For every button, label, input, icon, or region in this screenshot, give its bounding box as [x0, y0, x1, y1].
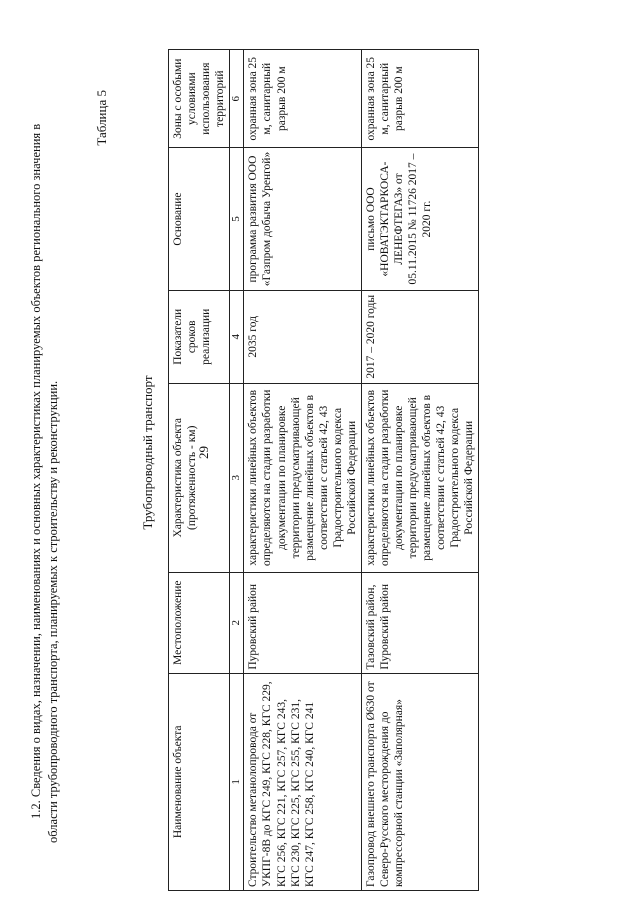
header-name: Наименование объекта: [169, 673, 230, 890]
header-basis: Основание: [169, 148, 230, 290]
column-number: 6: [230, 50, 244, 148]
intro-paragraph: [28, 33, 62, 843]
column-number: 4: [230, 290, 244, 383]
table-header-row: [169, 50, 230, 891]
object-zones: охранная зона 25 м, санитарный разрыв 200 м: [361, 50, 478, 148]
object-name: Газопровод внешнего транспорта Ø630 от Северо-Русского месторождения до компрессорной станции «Заполярная»: [361, 673, 478, 890]
table-title: Трубопроводный транспорт: [140, 375, 155, 530]
object-period: 2035 год: [244, 290, 361, 383]
header-location: Местоположение: [169, 572, 230, 673]
intro-line-1: 1.2. Сведения о видах, назначении, наименованиях и основных характеристиках планируемых объектов регионального значения в: [29, 123, 43, 819]
column-numbers-row: [230, 50, 244, 891]
column-number: 3: [230, 383, 244, 572]
column-number: 2: [230, 572, 244, 673]
table-row: [361, 50, 478, 891]
object-characteristic: характеристики линейных объектов определяются на стадии разработки документации по планировке территории предусматривающей размещение линейных объектов в соответствии с статьей 42, 43 Градостроительного кодекса Российской Федерации: [361, 383, 478, 572]
object-location: Тазовский район, Пуровский район: [361, 572, 478, 673]
object-basis: письмо ООО «НОВАТЭКТАРКОСА-ЛЕНЕФТЕГАЗ» от 05.11.2015 № 11726 2017 – 2020 гг.: [361, 148, 478, 290]
intro-line-2: области трубопроводного транспорта, планируемых к строительству и реконструкции.: [45, 380, 60, 843]
object-period: 2017 – 2020 годы: [361, 290, 478, 383]
header-characteristic: Характеристика объекта (протяженность - км): [169, 383, 230, 572]
header-zones: Зоны с особыми условиями использования территорий: [169, 50, 230, 148]
object-name: Строительство метанолопровода от УКПГ-8В до КГС 249, КГС 228, КГС 229, КГС 256, КГС 221, КГС 257, КГС 243, КГС 230, КГС 225, КГС 255, КГС 231, КГС 247, КГС 258, КГС 240, КГС 241: [244, 673, 361, 890]
header-period: Показатели сроков реализации: [169, 290, 230, 383]
object-basis: программа развития ООО «Газпром добыча Уренгой»: [244, 148, 361, 290]
table-caption: Таблица 5: [94, 90, 109, 146]
column-number: 5: [230, 148, 244, 290]
object-zones: охранная зона 25 м, санитарный разрыв 200 м: [244, 50, 361, 148]
object-location: Пуровский район: [244, 572, 361, 673]
object-characteristic: характеристики линейных объектов определяются на стадии разработки документации по планировке территории предусматривающей размещение линейных объектов в соответствии с статьей 42, 43 Градостроительного кодекса Российской Федерации: [244, 383, 361, 572]
pipeline-table: [168, 49, 479, 891]
page-number: 29: [196, 446, 211, 459]
column-number: 1: [230, 673, 244, 890]
table-row: [244, 50, 361, 891]
